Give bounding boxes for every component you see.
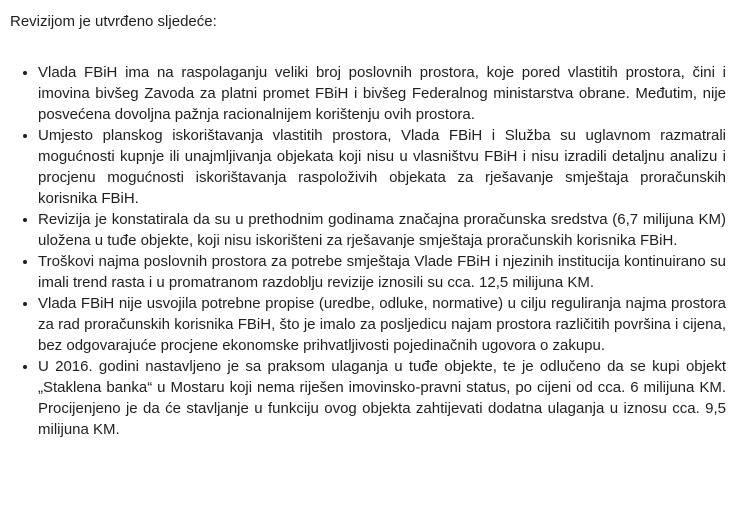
bullet-item: • U 2016. godini nastavljeno je sa praksom ulaganja u tuđe objekte, te je odlučeno da se kupi objekt „Staklena banka“ u Mostaru koji nema riješen imovinsko-pravni status, po cijeni od cca. 6 milijuna KM. Procijenjeno je da će stavljanje u funkciju ovog objekta zahtijevati dodatna ulaganja u iznosu cca. 9,5 milijuna KM. — [38, 356, 726, 440]
bullet-item: • Revizija je konstatirala da su u prethodnim godinama značajna proračunska sredstva (6,7 milijuna KM) uložena u tuđe objekte, koji nisu iskorišteni za rješavanje smještaja proračunskih korisnika FBiH. — [38, 209, 726, 251]
bullet-item: • Vlada FBiH nije usvojila potrebne propise (uredbe, odluke, normative) u cilju reguliranja najma prostora za rad proračunskih korisnika FBiH, što je imalo za posljedicu najam prostora različitih površina i cijena, bez odgovarajuće procjene ekonomske prihvatljivosti pojedinačnih ugovora o zakupu. — [38, 293, 726, 356]
bullet-list — [10, 62, 726, 440]
bullet-item: • Umjesto planskog iskorištavanja vlastitih prostora, Vlada FBiH i Služba su uglavnom razmatrali mogućnosti kupnje ili unajmljivanja objekata koji nisu u vlasništvu FBiH i nisu izradili detaljnu analizu i procjenu mogućnosti iskorištavanja raspoloživih objekata za rješavanje smještaja proračunskih korisnika FBiH. — [38, 125, 726, 209]
bullet-item: • Vlada FBiH ima na raspolaganju veliki broj poslovnih prostora, koje pored vlastitih prostora, čini i imovina bivšeg Zavoda za platni promet FBiH i bivšeg Federalnog ministarstva obrane. Međutim, nije posvećena dovoljna pažnja racionalnijem korištenju ovih prostora. — [38, 62, 726, 125]
bullet-item: • Troškovi najma poslovnih prostora za potrebe smještaja Vlade FBiH i njezinih institucija kontinuirano su imali trend rasta i u promatranom razdoblju revizije iznosili su cca. 12,5 milijuna KM. — [38, 251, 726, 293]
document-heading: Revizijom je utvrđeno sljedeće: — [10, 13, 217, 30]
